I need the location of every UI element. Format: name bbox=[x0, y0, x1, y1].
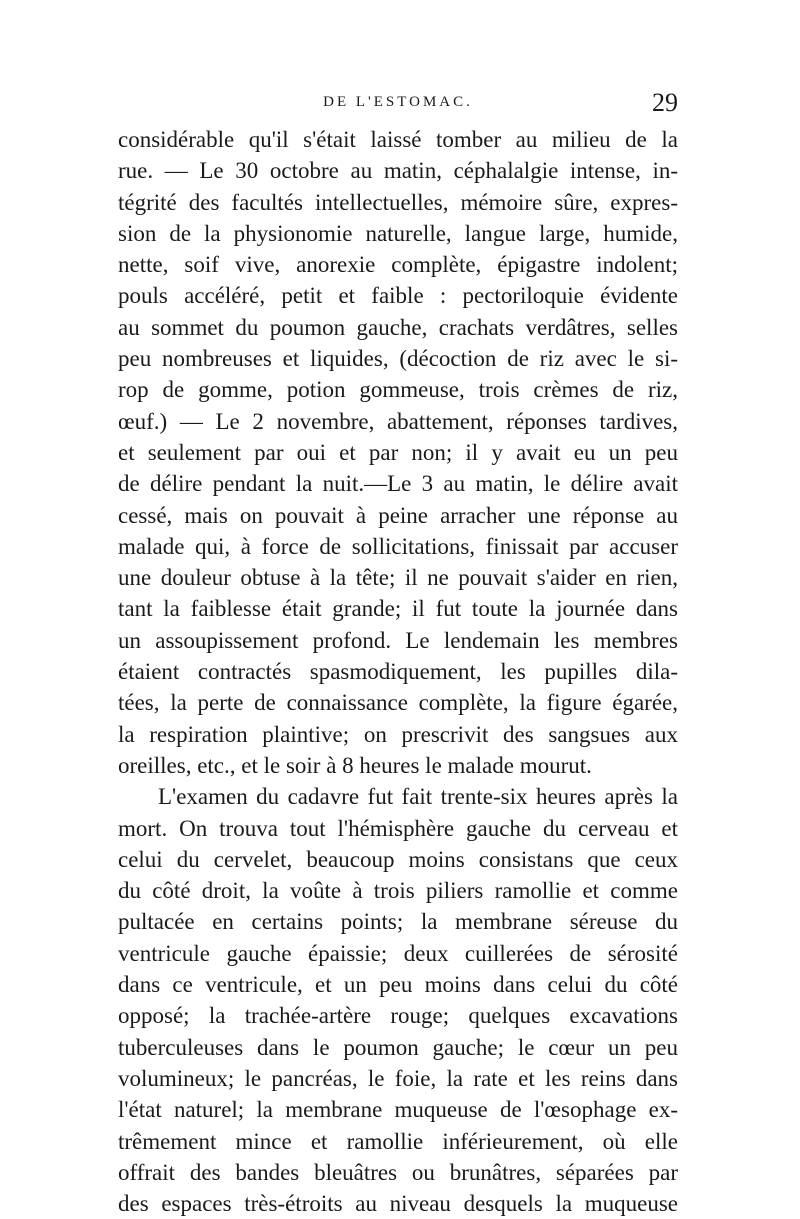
paragraph-1 bbox=[118, 124, 678, 781]
paragraph-2 bbox=[118, 781, 678, 1219]
text-line: tuberculeuses dans le poumon gauche; le cœur un peu bbox=[118, 1034, 678, 1060]
text-line: malade qui, à force de sollicitations, finissait par accuser bbox=[118, 533, 678, 559]
text-line: des espaces très-étroits au niveau desquels la muqueuse bbox=[118, 1191, 678, 1217]
text-line: cessé, mais on pouvait à peine arracher une réponse au bbox=[118, 502, 678, 528]
text-line: rop de gomme, potion gommeuse, trois crèmes de riz, bbox=[118, 377, 678, 403]
text-line: celui du cervelet, beaucoup moins consistans que ceux bbox=[118, 846, 678, 872]
text-line: et seulement par oui et par non; il y avait eu un peu bbox=[118, 439, 678, 465]
text-line: L'examen du cadavre fut fait trente-six heures après la bbox=[158, 784, 678, 810]
text-line: volumineux; le pancréas, le foie, la rate et les reins dans bbox=[118, 1065, 678, 1091]
page-header bbox=[118, 86, 678, 126]
text-line: dans ce ventricule, et un peu moins dans celui du côté bbox=[118, 972, 678, 998]
text-line: considérable qu'il s'était laissé tomber au milieu de la bbox=[118, 127, 678, 152]
text-line: étaient contractés spasmodiquement, les pupilles dila- bbox=[118, 659, 678, 685]
text-line: au sommet du poumon gauche, crachats verdâtres, selles bbox=[118, 314, 678, 340]
running-head: DE L'ESTOMAC. bbox=[323, 94, 473, 110]
text-line: tées, la perte de connaissance complète, la figure égarée, bbox=[118, 690, 678, 716]
page-number: 29 bbox=[652, 88, 678, 117]
body-text bbox=[118, 124, 678, 1219]
text-line: rue. — Le 30 octobre au matin, céphalalgie intense, in- bbox=[118, 158, 678, 184]
text-line: offrait des bandes bleuâtres ou brunâtres, séparées par bbox=[118, 1159, 678, 1185]
text-line: peu nombreuses et liquides, (décoction de riz avec le si- bbox=[118, 346, 678, 372]
text-line: tégrité des facultés intellectuelles, mémoire sûre, expres- bbox=[118, 189, 678, 215]
text-line: pouls accéléré, petit et faible : pectoriloquie évidente bbox=[118, 283, 678, 309]
text-line: du côté droit, la voûte à trois piliers ramollie et comme bbox=[118, 878, 678, 904]
text-line: nette, soif vive, anorexie complète, épigastre indolent; bbox=[118, 252, 678, 278]
text-line: œuf.) — Le 2 novembre, abattement, réponses tardives, bbox=[118, 408, 678, 434]
text-line: mort. On trouva tout l'hémisphère gauche du cerveau et bbox=[118, 815, 678, 841]
text-line: l'état naturel; la membrane muqueuse de l'œsophage ex- bbox=[118, 1097, 678, 1123]
text-line: de délire pendant la nuit.—Le 3 au matin, le délire avait bbox=[118, 471, 678, 497]
text-line: opposé; la trachée-artère rouge; quelques excavations bbox=[118, 1003, 678, 1029]
text-line: la respiration plaintive; on prescrivit des sangsues aux bbox=[118, 721, 678, 747]
text-line: pultacée en certains points; la membrane séreuse du bbox=[118, 909, 678, 935]
text-line: tant la faiblesse était grande; il fut toute la journée dans bbox=[118, 596, 678, 622]
text-line: un assoupissement profond. Le lendemain les membres bbox=[118, 627, 678, 653]
text-line: sion de la physionomie naturelle, langue large, humide, bbox=[118, 220, 678, 246]
text-line: ventricule gauche épaissie; deux cuillerées de sérosité bbox=[118, 940, 678, 966]
text-line: oreilles, etc., et le soir à 8 heures le malade mourut. bbox=[118, 752, 592, 778]
text-line: trêmement mince et ramollie inférieurement, où elle bbox=[118, 1128, 678, 1154]
text-line: une douleur obtuse à la tête; il ne pouvait s'aider en rien, bbox=[118, 565, 678, 591]
